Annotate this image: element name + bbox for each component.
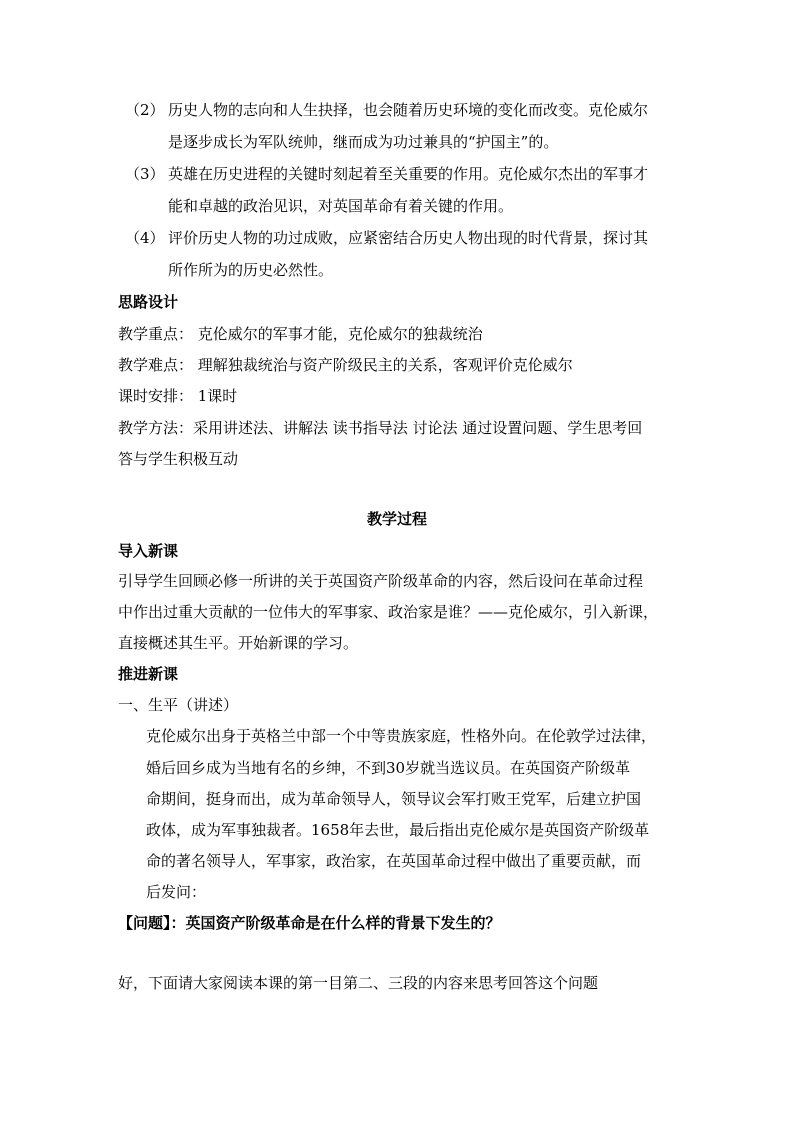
section1-line-6: 后发问： xyxy=(146,883,207,901)
intro-line-3: 直接概述其生平。开始新课的学习。 xyxy=(118,634,359,652)
section1-line-4: 政体，成为军事独裁者。1658年去世，最后指出克伦威尔是英国资产阶级革 xyxy=(146,821,650,839)
difficulties: 教学难点： 理解独裁统治与资产阶级民主的关系，客观评价克伦威尔 xyxy=(118,356,573,374)
question: 【问题】：英国资产阶级革命是在什么样的背景下发生的？ xyxy=(118,914,501,932)
goal-2-line-2: 是逐步成长为军队统帅，继而成为功过兼具的“护国主”的。 xyxy=(168,133,559,151)
goal-2-line-1: 历史人物的志向和人生抉择，也会随着历史环境的变化而改变。克伦威尔 xyxy=(168,101,649,119)
section1-heading: 一、生平（讲述） xyxy=(118,696,239,714)
section1-line-2: 婚后回乡成为当地有名的乡绅，不到30岁就当选议员。在英国资产阶级革 xyxy=(146,759,631,777)
goal-4-line-1: 评价历史人物的功过成败，应紧密结合历史人物出现的时代背景，探讨其 xyxy=(168,229,649,247)
intro-heading: 导入新课 xyxy=(118,542,179,560)
methods-line-2: 答与学生积极互动 xyxy=(118,450,239,468)
goal-4-number: （4） xyxy=(125,229,165,247)
section1-line-5: 命的著名领导人，军事家，政治家，在英国革命过程中做出了重要贡献，而 xyxy=(146,852,642,870)
closing-text: 好，下面请大家阅读本课的第一目第二、三段的内容来思考回答这个问题 xyxy=(118,974,599,992)
goal-4-line-2: 所作所为的历史必然性。 xyxy=(168,261,334,279)
design-heading: 思路设计 xyxy=(118,293,179,311)
section1-line-3: 命期间，挺身而出，成为革命领导人，领导议会军打败王党军，后建立护国 xyxy=(146,790,642,808)
methods-line-1: 教学方法：采用讲述法、讲解法 读书指导法 讨论法 通过设置问题、学生思考回 xyxy=(118,419,643,437)
section1-line-1: 克伦威尔出身于英格兰中部一个中等贵族家庭，性格外向。在伦敦学过法律， xyxy=(146,727,657,745)
goal-3-number: （3） xyxy=(125,165,165,183)
process-title: 教学过程 xyxy=(366,510,427,528)
goal-3-line-1: 英雄在历史进程的关键时刻起着至关重要的作用。克伦威尔杰出的军事才 xyxy=(168,165,649,183)
key-points: 教学重点： 克伦威尔的军事才能，克伦威尔的独裁统治 xyxy=(118,325,483,343)
intro-line-1: 引导学生回顾必修一所讲的关于英国资产阶级革命的内容，然后设问在革命过程 xyxy=(118,572,644,590)
goal-3-line-2: 能和卓越的政治见识，对英国革命有着关键的作用。 xyxy=(168,197,514,215)
goal-2-number: （2） xyxy=(125,101,165,119)
schedule: 课时安排： 1课时 xyxy=(118,387,238,405)
intro-line-2: 中作出过重大贡献的一位伟大的军事家、政治家是谁？——克伦威尔，引入新课， xyxy=(118,603,659,621)
advance-heading: 推进新课 xyxy=(118,665,179,683)
